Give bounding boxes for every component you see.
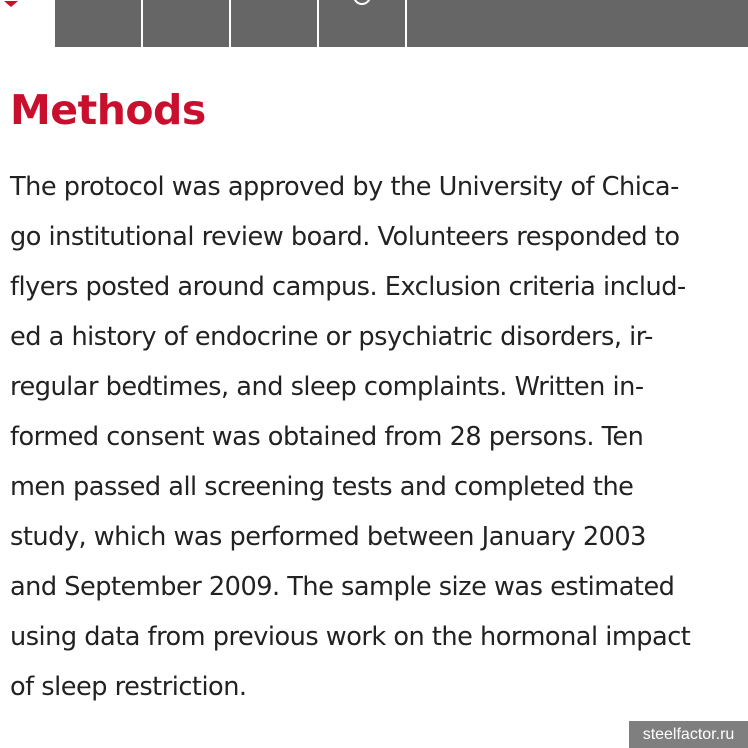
paragraph-line: regular bedtimes, and sleep complaints. Written in- [10,372,644,402]
paragraph-line: The protocol was approved by the University of Chica- [10,172,679,202]
toolbar [0,0,748,47]
info-icon [347,0,377,14]
paragraph-line: go institutional review board. Volunteers responded to [10,222,680,252]
paragraph-line: formed consent was obtained from 28 persons. Ten [10,422,644,452]
toolbar-button-list[interactable] [55,0,141,47]
active-tab-marker-icon [4,0,18,15]
search-icon [259,0,289,14]
watermark: steelfactor.ru [629,721,748,748]
paragraph-line: flyers posted around campus. Exclusion criteria includ- [10,272,686,302]
paragraph-line: study, which was performed between January 2003 [10,522,646,552]
toolbar-button-info[interactable] [319,0,405,47]
paragraph-line: of sleep restriction. [10,672,247,702]
toolbar-spacer [407,0,748,47]
paragraph-line: men passed all screening tests and completed the [10,472,634,502]
paragraph-line: using data from previous work on the hormonal impact [10,622,691,652]
section-heading: Methods [10,86,206,134]
paragraph-line: and September 2009. The sample size was estimated [10,572,675,602]
toolbar-button-text-size[interactable] [143,0,229,47]
toolbar-button-search[interactable] [231,0,317,47]
article-paragraph [10,162,748,712]
paragraph-line: ed a history of endocrine or psychiatric disorders, ir- [10,322,653,352]
